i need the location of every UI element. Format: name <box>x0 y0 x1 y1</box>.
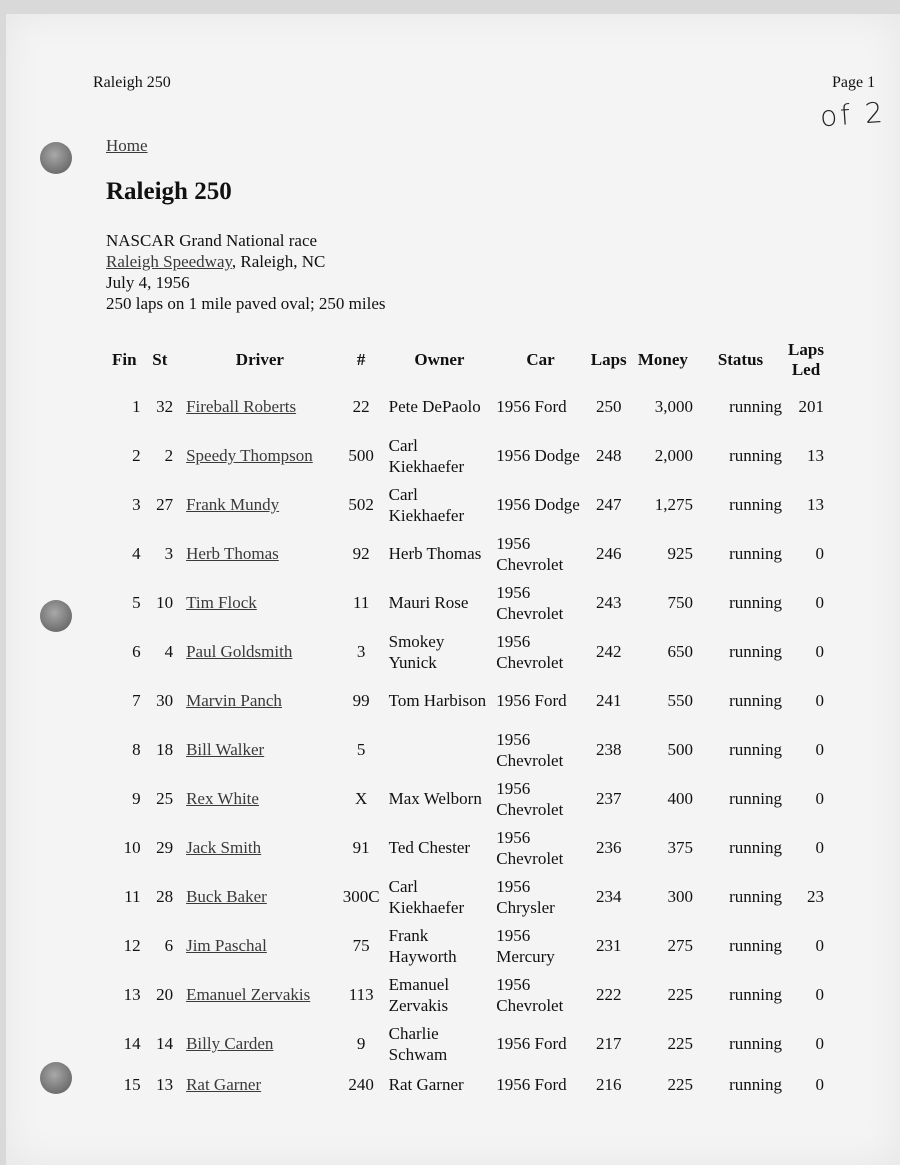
cell-start: 27 <box>156 495 174 514</box>
cell-car-number: 300C <box>342 887 380 906</box>
cell-finish: 15 <box>123 1074 141 1094</box>
cell-money: 300 <box>667 887 693 906</box>
col-header-driver: Driver <box>235 350 284 369</box>
col-header-number: # <box>356 350 366 369</box>
cell-status: running <box>729 740 782 759</box>
race-info <box>106 230 386 314</box>
race-date: July 4, 1956 <box>106 273 190 292</box>
driver-link[interactable]: Jack Smith <box>186 838 262 857</box>
race-distance: 250 laps on 1 mile paved oval; 250 miles <box>106 294 386 313</box>
cell-laps: 222 <box>595 985 622 1004</box>
cell-driver <box>176 627 337 676</box>
cell-status: running <box>729 1034 782 1053</box>
driver-link[interactable]: Fireball Roberts <box>186 397 297 416</box>
track-link[interactable]: Raleigh Speedway <box>106 252 232 271</box>
cell-laps-led: 0 <box>815 1074 824 1094</box>
table-row <box>105 725 827 774</box>
cell-status: running <box>729 838 782 857</box>
cell-laps: 241 <box>595 691 622 710</box>
cell-status: running <box>729 936 782 955</box>
col-header-money: Money <box>637 350 688 369</box>
cell-laps-led: 201 <box>798 397 824 416</box>
cell-money: 1,275 <box>654 495 693 514</box>
cell-money: 225 <box>667 1074 693 1094</box>
cell-money: 225 <box>667 1034 693 1053</box>
cell-car-number: 502 <box>348 495 374 514</box>
cell-money: 650 <box>667 642 693 661</box>
cell-status: running <box>729 642 782 661</box>
cell-finish: 8 <box>132 740 141 759</box>
cell-finish: 10 <box>123 838 141 857</box>
cell-car: 1956 Chevrolet <box>496 778 564 819</box>
cell-driver <box>176 676 337 725</box>
cell-finish: 11 <box>124 887 141 906</box>
cell-laps: 231 <box>595 936 622 955</box>
table-row <box>105 970 827 1019</box>
cell-driver <box>176 823 337 872</box>
cell-start: 20 <box>156 985 174 1004</box>
page-title: Raleigh 250 <box>106 178 232 205</box>
cell-laps: 243 <box>595 593 622 612</box>
cell-start: 10 <box>156 593 174 612</box>
race-venue <box>106 251 386 272</box>
cell-driver <box>176 578 337 627</box>
cell-finish: 2 <box>132 446 141 465</box>
driver-link[interactable]: Paul Goldsmith <box>186 642 293 661</box>
cell-laps-led: 0 <box>815 985 824 1004</box>
table-row <box>105 529 827 578</box>
cell-car: 1956 Chevrolet <box>496 533 564 574</box>
driver-link[interactable]: Bill Walker <box>186 740 265 759</box>
cell-status: running <box>729 593 782 612</box>
cell-driver <box>176 1068 337 1100</box>
table-row <box>105 578 827 627</box>
cell-owner: Rat Garner <box>388 1074 464 1094</box>
col-header-fin: Fin <box>112 350 137 369</box>
cell-laps-led: 0 <box>815 544 824 563</box>
cell-laps-led: 0 <box>815 936 824 955</box>
driver-link[interactable]: Rex White <box>186 789 259 808</box>
cell-laps-led: 0 <box>815 642 824 661</box>
cell-car-number: 500 <box>348 446 374 465</box>
cell-laps-led: 0 <box>815 593 824 612</box>
cell-laps: 217 <box>595 1034 622 1053</box>
cell-car-number: 9 <box>356 1034 366 1053</box>
cell-start: 6 <box>164 936 174 955</box>
cell-driver <box>176 921 337 970</box>
cell-laps: 246 <box>595 544 622 563</box>
cell-car-number: 113 <box>348 985 374 1004</box>
cell-owner: Frank Hayworth <box>388 925 457 966</box>
cell-status: running <box>729 397 782 416</box>
cell-start: 28 <box>156 887 174 906</box>
table-row <box>105 774 827 823</box>
driver-link[interactable]: Billy Carden <box>186 1034 274 1053</box>
cell-finish: 1 <box>132 397 141 416</box>
cell-laps-led: 0 <box>815 789 824 808</box>
driver-link[interactable]: Rat Garner <box>186 1074 262 1094</box>
cell-driver <box>176 970 337 1019</box>
col-header-laps: Laps <box>590 350 627 369</box>
cell-car-number: 11 <box>352 593 370 612</box>
driver-link[interactable]: Marvin Panch <box>186 691 282 710</box>
cell-car: 1956 Ford <box>496 691 567 710</box>
cell-start: 2 <box>164 446 174 465</box>
cell-car: 1956 Dodge <box>496 446 580 465</box>
cell-car-number: 22 <box>352 397 370 416</box>
driver-link[interactable]: Jim Paschal <box>186 936 267 955</box>
cell-laps-led: 0 <box>815 691 824 710</box>
cell-car: 1956 Dodge <box>496 495 580 514</box>
table-row <box>105 921 827 970</box>
cell-money: 2,000 <box>654 446 693 465</box>
cell-owner: Max Welborn <box>388 789 482 808</box>
cell-owner: Charlie Schwam <box>388 1023 448 1064</box>
cell-car-number: 91 <box>352 838 370 857</box>
cell-car: 1956 Chevrolet <box>496 974 564 1015</box>
print-header-title: Raleigh 250 <box>93 74 171 91</box>
driver-link[interactable]: Speedy Thompson <box>186 446 313 465</box>
home-link[interactable]: Home <box>106 136 148 155</box>
results-table <box>105 338 827 1100</box>
cell-money: 925 <box>667 544 693 563</box>
cell-car: 1956 Chrysler <box>496 876 555 917</box>
cell-car-number: 5 <box>356 740 366 759</box>
cell-car: 1956 Chevrolet <box>496 729 564 770</box>
binder-hole-icon <box>40 1062 72 1094</box>
cell-laps: 247 <box>595 495 622 514</box>
cell-money: 275 <box>667 936 693 955</box>
cell-finish: 12 <box>123 936 141 955</box>
cell-owner: Smokey Yunick <box>388 631 445 672</box>
cell-car-number: 92 <box>352 544 370 563</box>
cell-laps-led: 0 <box>815 838 824 857</box>
col-header-owner: Owner <box>414 350 465 369</box>
cell-car-number: 240 <box>348 1074 374 1094</box>
cell-status: running <box>729 789 782 808</box>
cell-finish: 5 <box>132 593 141 612</box>
cell-owner: Carl Kiekhaefer <box>388 435 465 476</box>
cell-finish: 13 <box>123 985 141 1004</box>
table-row <box>105 627 827 676</box>
cell-owner <box>386 725 494 774</box>
cell-car: 1956 Chevrolet <box>496 631 564 672</box>
cell-start: 25 <box>156 789 174 808</box>
cell-car: 1956 Ford <box>496 397 567 416</box>
cell-start: 29 <box>156 838 174 857</box>
cell-owner: Mauri Rose <box>388 593 469 612</box>
cell-car: 1956 Ford <box>496 1074 567 1094</box>
cell-driver <box>176 431 337 480</box>
cell-car: 1956 Mercury <box>496 925 555 966</box>
cell-start: 14 <box>156 1034 174 1053</box>
cell-driver <box>176 382 337 431</box>
cell-laps: 236 <box>595 838 622 857</box>
cell-start: 13 <box>156 1074 174 1094</box>
driver-link[interactable]: Buck Baker <box>186 887 267 906</box>
cell-money: 3,000 <box>654 397 693 416</box>
table-header-row <box>105 338 827 382</box>
cell-finish: 9 <box>132 789 141 808</box>
cell-car: 1956 Chevrolet <box>496 827 564 868</box>
cell-finish: 6 <box>132 642 141 661</box>
table-row <box>105 872 827 921</box>
cell-car-number: 75 <box>352 936 370 955</box>
cell-driver <box>176 872 337 921</box>
cell-money: 400 <box>667 789 693 808</box>
cell-money: 750 <box>667 593 693 612</box>
race-series: NASCAR Grand National race <box>106 231 318 250</box>
cell-owner: Emanuel Zervakis <box>388 974 450 1015</box>
cell-car: 1956 Chevrolet <box>496 582 564 623</box>
table-row <box>105 676 827 725</box>
cell-laps-led: 13 <box>807 495 824 514</box>
cell-laps: 250 <box>595 397 622 416</box>
cell-laps: 242 <box>595 642 622 661</box>
cell-owner: Tom Harbison <box>388 691 487 710</box>
cell-driver <box>176 480 337 529</box>
cell-laps: 248 <box>595 446 622 465</box>
cell-start: 18 <box>156 740 174 759</box>
cell-laps-led: 0 <box>815 740 824 759</box>
cell-finish: 4 <box>132 544 141 563</box>
col-header-laps-led: Laps Led <box>788 340 824 379</box>
cell-start: 3 <box>164 544 174 563</box>
cell-finish: 7 <box>132 691 141 710</box>
col-header-car: Car <box>526 350 555 369</box>
cell-driver <box>176 774 337 823</box>
cell-money: 375 <box>667 838 693 857</box>
binder-hole-icon <box>40 600 72 632</box>
cell-start: 32 <box>156 397 174 416</box>
cell-driver <box>176 725 337 774</box>
cell-start: 4 <box>164 642 174 661</box>
cell-car-number: X <box>355 789 368 808</box>
cell-laps: 216 <box>595 1074 622 1094</box>
col-header-status: Status <box>717 350 764 369</box>
cell-owner: Carl Kiekhaefer <box>388 876 465 917</box>
cell-finish: 14 <box>123 1034 141 1053</box>
cell-status: running <box>729 495 782 514</box>
cell-status: running <box>729 544 782 563</box>
cell-finish: 3 <box>132 495 141 514</box>
cell-status: running <box>729 985 782 1004</box>
cell-laps-led: 0 <box>815 1034 824 1053</box>
table-row <box>105 823 827 872</box>
print-page-number: Page 1 <box>832 74 876 91</box>
binder-hole-icon <box>40 142 72 174</box>
cell-laps-led: 23 <box>807 887 824 906</box>
driver-link[interactable]: Emanuel Zervakis <box>186 985 311 1004</box>
cell-laps: 237 <box>595 789 622 808</box>
race-location: , Raleigh, NC <box>231 252 326 271</box>
cell-status: running <box>729 1074 782 1094</box>
table-row <box>105 480 827 529</box>
cell-driver <box>176 1019 337 1068</box>
driver-link[interactable]: Tim Flock <box>186 593 257 612</box>
table-row <box>105 431 827 480</box>
cell-status: running <box>729 446 782 465</box>
cell-owner: Carl Kiekhaefer <box>388 484 465 525</box>
cell-status: running <box>729 691 782 710</box>
cell-money: 225 <box>667 985 693 1004</box>
cell-status: running <box>729 887 782 906</box>
cell-car: 1956 Ford <box>496 1034 567 1053</box>
cell-laps: 234 <box>595 887 622 906</box>
cell-start: 30 <box>156 691 174 710</box>
table-row <box>105 1019 827 1068</box>
cell-car-number: 99 <box>352 691 370 710</box>
cell-money: 550 <box>667 691 693 710</box>
cell-owner: Herb Thomas <box>388 544 482 563</box>
driver-link[interactable]: Herb Thomas <box>186 544 279 563</box>
cell-driver <box>176 529 337 578</box>
driver-link[interactable]: Frank Mundy <box>186 495 280 514</box>
cell-money: 500 <box>667 740 693 759</box>
cell-owner: Ted Chester <box>388 838 471 857</box>
cell-laps: 238 <box>595 740 622 759</box>
handwritten-note: of 2 <box>818 95 887 134</box>
col-header-start: St <box>152 350 168 369</box>
cell-laps-led: 13 <box>807 446 824 465</box>
cell-owner: Pete DePaolo <box>388 397 481 416</box>
cell-car-number: 3 <box>356 642 366 661</box>
table-row <box>105 1068 827 1100</box>
table-row <box>105 382 827 431</box>
